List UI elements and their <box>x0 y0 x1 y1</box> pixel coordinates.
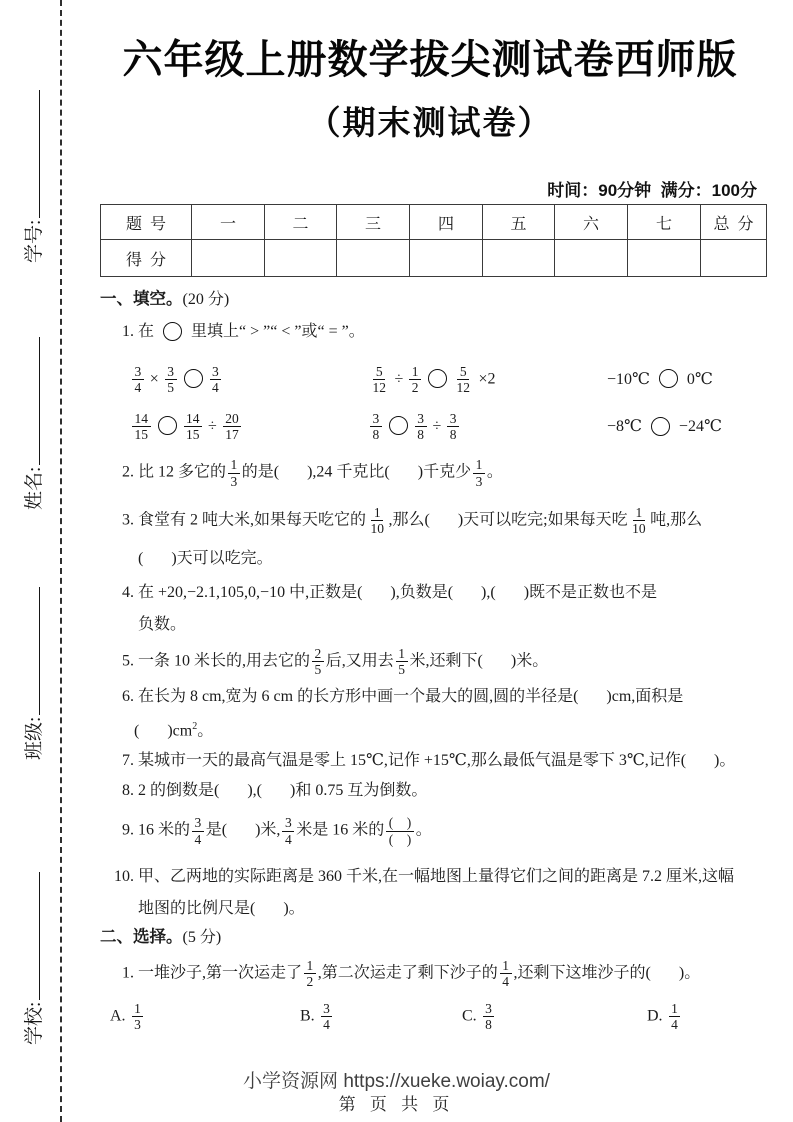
text-run: A. <box>110 1007 130 1025</box>
fraction-denominator: 10 <box>632 520 646 536</box>
score-cell-empty <box>265 240 337 277</box>
text-run: 0℃ <box>682 370 713 388</box>
score-table-cell: 六 <box>555 205 628 240</box>
text-run: ( )cm <box>134 722 193 740</box>
text-run: 6. 在长为 8 cm,宽为 6 cm 的长方形中画一个最大的圆,圆的半径是( )cm,面积是 <box>122 688 684 706</box>
fraction-denominator: 3 <box>475 473 483 489</box>
question-line <box>130 364 762 395</box>
text-run: 4. 在 +20,−2.1,105,0,−10 中,正数是( ),负数是( ),( )既不是正数也不是 <box>122 583 658 601</box>
fraction-numerator: 3 <box>370 411 382 427</box>
text-run: ,还剩下这堆沙子的( )。 <box>513 963 701 981</box>
question-line <box>122 780 762 802</box>
fraction-numerator: 2 <box>312 646 324 662</box>
text-run: ,那么( )天可以吃完;如果每天吃 <box>388 510 628 528</box>
section-heading <box>100 288 762 311</box>
fraction <box>210 364 222 395</box>
fraction <box>282 815 294 846</box>
fraction-numerator: 3 <box>483 1001 495 1017</box>
math-cell <box>462 1001 647 1032</box>
sidebar-field <box>19 570 45 760</box>
write-line <box>25 872 40 1000</box>
math-cell <box>300 1001 462 1032</box>
score-row-label: 得 分 <box>101 240 192 277</box>
fraction-denominator: 5 <box>398 661 406 677</box>
fraction <box>370 411 382 442</box>
question-line <box>122 646 762 677</box>
fraction <box>223 411 242 442</box>
math-cell <box>647 1001 762 1032</box>
score-table-cell: 总 分 <box>701 205 767 240</box>
fraction <box>669 1001 681 1032</box>
fraction-numerator: 1 <box>409 364 421 380</box>
fraction-denominator: 3 <box>134 1016 141 1032</box>
fraction-numerator: 1 <box>500 958 512 974</box>
fraction-denominator: 4 <box>284 831 292 847</box>
fraction-numerator: 3 <box>321 1001 333 1017</box>
binding-dashed-line <box>60 0 62 1122</box>
questions-body <box>100 286 762 1032</box>
text-run: (5 分) <box>182 928 222 946</box>
score-table-cell: 二 <box>265 205 337 240</box>
sidebar-field <box>19 320 45 510</box>
score-cell-empty <box>628 240 701 277</box>
write-line <box>25 587 40 715</box>
fraction <box>165 364 177 395</box>
fraction <box>184 411 203 442</box>
sidebar-field-label: 学号: <box>24 219 45 263</box>
question-line <box>122 321 762 343</box>
score-table-cell: 四 <box>410 205 483 240</box>
text-run: 3. 食堂有 2 吨大米,如果每天吃它的 <box>122 510 367 528</box>
fraction <box>304 958 316 989</box>
question-line <box>122 958 762 989</box>
question-line <box>122 686 762 708</box>
text-run: 2. 比 12 多它的 <box>122 463 227 481</box>
text-run: 负数。 <box>138 615 187 633</box>
score-cell-empty <box>701 240 767 277</box>
fraction-denominator: 5 <box>314 661 322 677</box>
fraction <box>630 505 649 536</box>
text-run: D. <box>647 1007 667 1025</box>
text-run: 。 <box>197 722 214 740</box>
fraction-denominator: 2 <box>411 380 419 396</box>
fraction-denominator: 15 <box>186 427 200 443</box>
fraction-denominator: ( ) <box>388 831 412 847</box>
math-cell <box>130 364 368 395</box>
fraction-numerator: 3 <box>165 364 177 380</box>
fraction-numerator: 1 <box>304 958 316 974</box>
section-heading-text: 一、填空。 <box>100 290 183 308</box>
score-table-score-row <box>101 240 767 277</box>
fraction-numerator: 1 <box>473 457 485 473</box>
text-run: 9. 16 米的 <box>122 821 191 839</box>
text-run: −10℃ <box>607 370 654 388</box>
footer-page-label: 第 页 共 页 <box>338 1095 455 1114</box>
math-cell <box>368 364 607 395</box>
fraction-denominator: 8 <box>485 1016 492 1032</box>
sidebar-field-label: 学校: <box>24 1001 45 1045</box>
score-cell-empty <box>483 240 555 277</box>
text-run: ( )天可以吃完。 <box>138 549 273 567</box>
text-run: 8. 2 的倒数是( ),( )和 0.75 互为倒数。 <box>122 782 428 800</box>
text-run: 1. 在 <box>122 323 159 340</box>
fraction <box>386 815 414 846</box>
fraction-numerator: 3 <box>282 815 294 831</box>
score-cell-empty <box>192 240 265 277</box>
fraction-numerator: ( ) <box>386 815 414 831</box>
fraction <box>132 364 144 395</box>
exam-meta: 时间：90分钟 满分：100分 <box>547 181 757 200</box>
score-table-cell: 题 号 <box>101 205 192 240</box>
question-line <box>138 614 762 636</box>
question-line <box>130 411 762 442</box>
math-cell <box>607 416 762 438</box>
fraction-denominator: 4 <box>323 1016 330 1032</box>
text-run: 。 <box>486 463 503 481</box>
score-cell-empty <box>410 240 483 277</box>
math-cell <box>368 411 607 442</box>
text-run: 后,又用去 <box>325 652 394 670</box>
write-line <box>25 337 40 465</box>
fraction-numerator: 1 <box>669 1001 681 1017</box>
section-heading-text: 二、选择。 <box>100 927 183 946</box>
sidebar-field-label: 姓名: <box>24 466 45 510</box>
text-run: ×2 <box>474 370 496 388</box>
fraction <box>500 958 512 989</box>
score-table-cell: 五 <box>483 205 555 240</box>
score-table-cell: 一 <box>192 205 265 240</box>
text-run: B. <box>300 1007 319 1025</box>
fraction <box>132 1001 144 1032</box>
fraction-denominator: 8 <box>449 427 457 443</box>
fraction <box>132 411 151 442</box>
text-run: 地图的比例尺是( )。 <box>138 899 305 917</box>
page-title: 六年级上册数学拔尖测试卷西师版 <box>122 38 738 82</box>
text-run: −8℃ <box>607 417 646 435</box>
sidebar-field-label: 班级: <box>24 716 45 760</box>
fraction-numerator: 1 <box>396 646 408 662</box>
question-line <box>110 1001 762 1032</box>
fraction-denominator: 4 <box>502 973 510 989</box>
fraction-numerator: 3 <box>192 815 204 831</box>
text-run: 5. 一条 10 米长的,用去它的 <box>122 652 311 670</box>
fraction-denominator: 12 <box>372 380 386 396</box>
fraction-numerator: 5 <box>373 364 385 380</box>
fraction-denominator: 15 <box>134 427 148 443</box>
fraction <box>228 457 240 488</box>
fraction <box>396 646 408 677</box>
sidebar-field <box>19 73 45 263</box>
text-run: 1. 一堆沙子,第一次运走了 <box>122 963 303 981</box>
compare-circle-blank <box>158 416 177 435</box>
fraction-denominator: 2 <box>306 973 314 989</box>
section-heading <box>100 926 762 949</box>
compare-circle-blank <box>659 369 678 388</box>
score-table-cell: 三 <box>337 205 410 240</box>
fraction-numerator: 20 <box>223 411 242 427</box>
text-run: 7. 某城市一天的最高气温是零上 15℃,记作 +15℃,那么最低气温是零下 3℃,记作( )。 <box>122 752 736 770</box>
fraction <box>312 646 324 677</box>
fraction-denominator: 12 <box>456 380 471 396</box>
text-run: 是( )米, <box>205 821 281 839</box>
fraction-denominator: 4 <box>134 380 142 396</box>
fraction-numerator: 14 <box>132 411 151 427</box>
fraction-numerator: 14 <box>184 411 203 427</box>
fraction-denominator: 4 <box>194 831 202 847</box>
fraction-denominator: 3 <box>230 473 238 489</box>
question-line <box>138 548 762 570</box>
fraction <box>192 815 204 846</box>
fraction-numerator: 5 <box>457 364 469 380</box>
question-line <box>122 457 762 488</box>
question-line <box>122 815 762 846</box>
text-run: 米是 16 米的 <box>296 821 385 839</box>
question-line <box>122 582 762 604</box>
math-cell <box>130 411 368 442</box>
question-line <box>138 898 762 920</box>
score-table <box>100 204 767 277</box>
text-run: (20 分) <box>182 291 230 308</box>
fraction-numerator: 3 <box>415 411 427 427</box>
fraction <box>483 1001 495 1032</box>
score-cell-empty <box>337 240 410 277</box>
text-run: 10. 甲、乙两地的实际距离是 360 千米,在一幅地图上量得它们之间的距离是 7.2 厘米,这幅 <box>114 867 735 885</box>
fraction <box>473 457 485 488</box>
fraction-numerator: 1 <box>633 505 645 521</box>
compare-circle-blank <box>184 369 203 388</box>
text-run: 吨,那么 <box>650 510 703 528</box>
fraction-denominator: 8 <box>372 427 380 443</box>
fraction-numerator: 3 <box>447 411 459 427</box>
fraction-numerator: 1 <box>371 505 383 521</box>
math-cell <box>607 369 762 391</box>
text-run: × <box>145 370 163 388</box>
compare-circle-blank <box>651 417 670 436</box>
text-run: ,第二次运走了剩下沙子的 <box>317 963 498 981</box>
superscript: 2 <box>192 721 198 733</box>
fraction-denominator: 8 <box>417 427 424 443</box>
score-table-header-row <box>101 205 767 240</box>
text-run: 里填上“ > ”“ < ”或“ = ”。 <box>187 323 365 340</box>
fraction <box>368 505 387 536</box>
text-run: ÷ <box>428 417 446 435</box>
fraction <box>454 364 473 395</box>
fraction-numerator: 1 <box>228 457 240 473</box>
fraction <box>409 364 421 395</box>
score-table-cell: 七 <box>628 205 701 240</box>
fraction-numerator: 1 <box>132 1001 144 1017</box>
write-line <box>25 90 40 218</box>
fraction-denominator: 10 <box>370 520 385 536</box>
footer-site-link: 小学资源网 https://xueke.woiay.com/ <box>243 1071 550 1092</box>
text-run: C. <box>462 1007 481 1025</box>
fraction <box>321 1001 333 1032</box>
question-line <box>134 716 762 742</box>
compare-circle-blank <box>163 322 182 341</box>
fraction <box>447 411 459 442</box>
text-run: 。 <box>415 821 432 839</box>
question-line <box>122 750 762 772</box>
fraction-denominator: 5 <box>167 380 175 396</box>
fraction-denominator: 4 <box>671 1016 678 1032</box>
fraction-numerator: 3 <box>132 364 144 380</box>
page-subtitle: （期末测试卷） <box>307 104 553 141</box>
text-run: 的是( ),24 千克比( )千克少 <box>241 463 472 481</box>
score-cell-empty <box>555 240 628 277</box>
question-line <box>122 505 762 536</box>
text-run: −24℃ <box>674 417 722 435</box>
sidebar-field <box>19 855 45 1045</box>
compare-circle-blank <box>428 369 447 388</box>
text-run: ÷ <box>390 370 408 388</box>
fraction-denominator: 4 <box>212 380 219 396</box>
text-run: ÷ <box>204 417 221 435</box>
fraction-numerator: 3 <box>210 364 222 380</box>
fraction <box>415 411 427 442</box>
fraction-denominator: 17 <box>225 427 239 443</box>
math-cell <box>110 1001 300 1032</box>
fraction <box>370 364 389 395</box>
question-line <box>114 866 762 888</box>
compare-circle-blank <box>389 416 408 435</box>
text-run: 米,还剩下( )米。 <box>409 652 549 670</box>
